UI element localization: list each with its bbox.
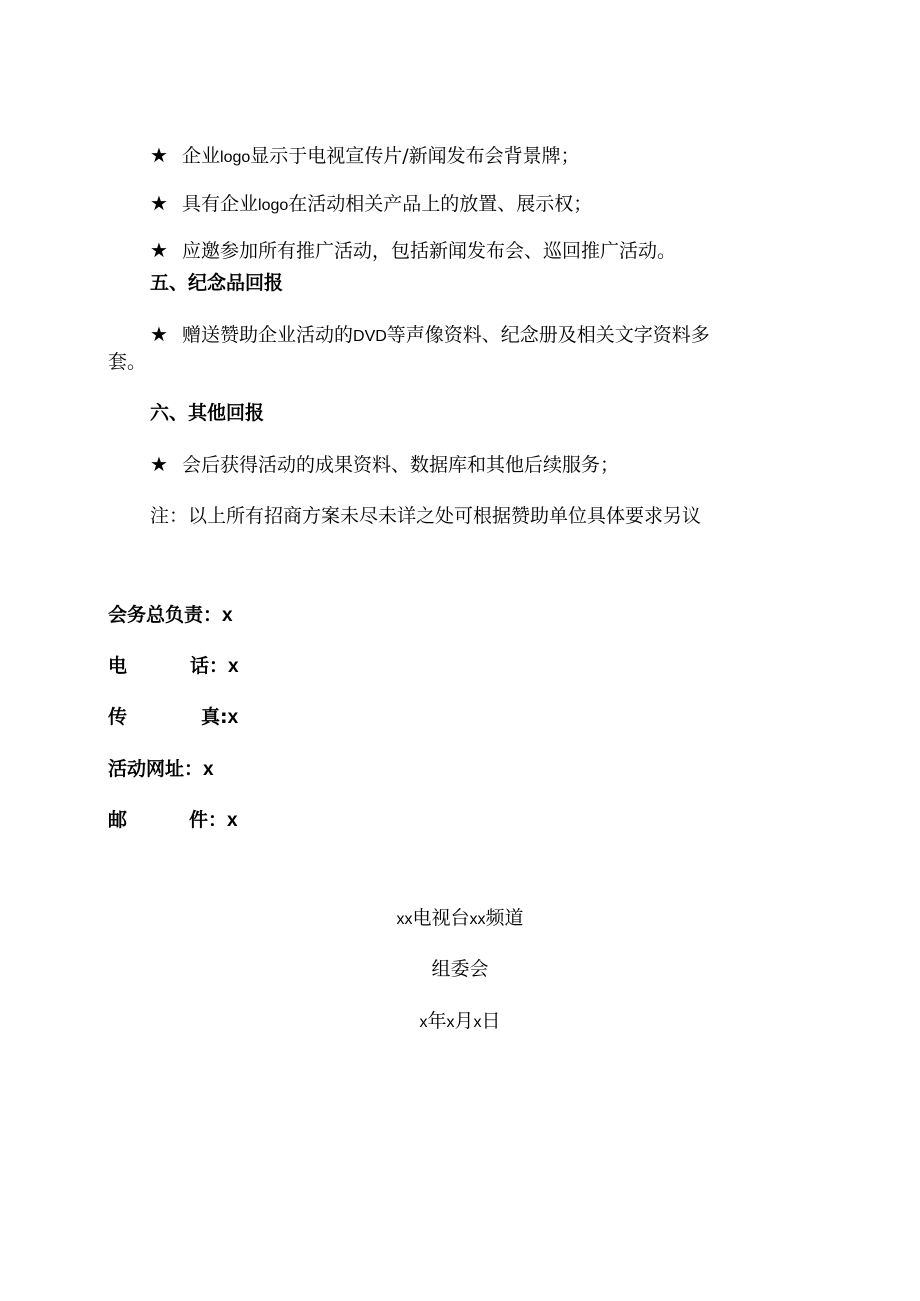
contact-value: x	[227, 810, 238, 831]
org-suffix: 频道	[485, 907, 524, 929]
date-day-label: 日	[481, 1010, 501, 1032]
contact-label-b: 话：	[190, 655, 229, 677]
org-mid: 电视台	[412, 907, 470, 929]
contact-website	[108, 757, 214, 782]
bullet-text-a: 赠送赞助企业活动的	[182, 324, 354, 346]
bullet-text-latin: DVD	[353, 328, 387, 345]
org-prefix: xx	[396, 911, 413, 928]
bullet-logo-tv	[150, 143, 580, 170]
signature-organization	[0, 906, 920, 932]
star-icon: ★	[150, 452, 168, 476]
bullet-text-a: 应邀参加所有推广活动，包括新闻发布会、巡回推广活动。	[182, 240, 677, 262]
date-month: x	[446, 1014, 455, 1031]
section-heading-souvenir: 五、纪念品回报	[150, 272, 284, 294]
contact-email	[108, 808, 238, 833]
bullet-other	[150, 452, 619, 477]
contact-value: x	[227, 707, 239, 728]
date-year-label: 年	[427, 1010, 447, 1032]
contact-label-a: 邮	[108, 809, 128, 831]
bullet-text-a: 企业	[182, 145, 221, 167]
bullet-text: 会后获得活动的成果资料、数据库和其他后续服务；	[182, 454, 620, 476]
contact-label-a: 传	[108, 706, 128, 728]
contact-phone	[108, 654, 239, 679]
contact-label-a: 电	[108, 655, 128, 677]
bullet-text-c: 等声像资料、纪念册及相关文字资料多	[386, 324, 710, 346]
bullet-souvenir	[150, 322, 710, 349]
signature-committee: 组委会	[431, 958, 489, 980]
contact-label-b: 真:	[201, 706, 228, 728]
signature-date	[0, 1009, 920, 1035]
star-icon: ★	[150, 143, 168, 167]
date-year: x	[419, 1014, 428, 1031]
bullet-logo-products	[150, 191, 592, 218]
contact-value: x	[228, 656, 239, 677]
contact-label: 会务总负责：	[108, 604, 223, 626]
date-day: x	[473, 1014, 482, 1031]
section-heading-other: 六、其他回报	[150, 402, 265, 424]
star-icon: ★	[150, 191, 168, 215]
star-icon: ★	[150, 322, 168, 346]
bullet-text-c: 在活动相关产品上的放置、展示权；	[288, 193, 593, 215]
bullet-text-latin: logo	[220, 149, 251, 166]
contact-label: 活动网址：	[108, 758, 204, 780]
date-month-label: 月	[454, 1010, 474, 1032]
star-icon: ★	[150, 238, 168, 262]
bullet-text-c: 显示于电视宣传片/新闻发布会背景牌；	[250, 145, 580, 167]
note: 注：以上所有招商方案未尽未详之处可根据赞助单位具体要求另议	[150, 505, 702, 527]
org-prefix-2: xx	[469, 911, 486, 928]
contact-fax	[108, 705, 238, 730]
bullet-promotion	[150, 238, 676, 263]
contact-manager	[108, 603, 233, 628]
contact-value: x	[222, 605, 233, 626]
bullet-souvenir-wrap: 套。	[108, 351, 147, 373]
bullet-text-a: 具有企业	[182, 193, 259, 215]
bullet-text-latin: logo	[258, 197, 289, 214]
contact-label-b: 件：	[189, 809, 228, 831]
contact-value: x	[203, 759, 214, 780]
